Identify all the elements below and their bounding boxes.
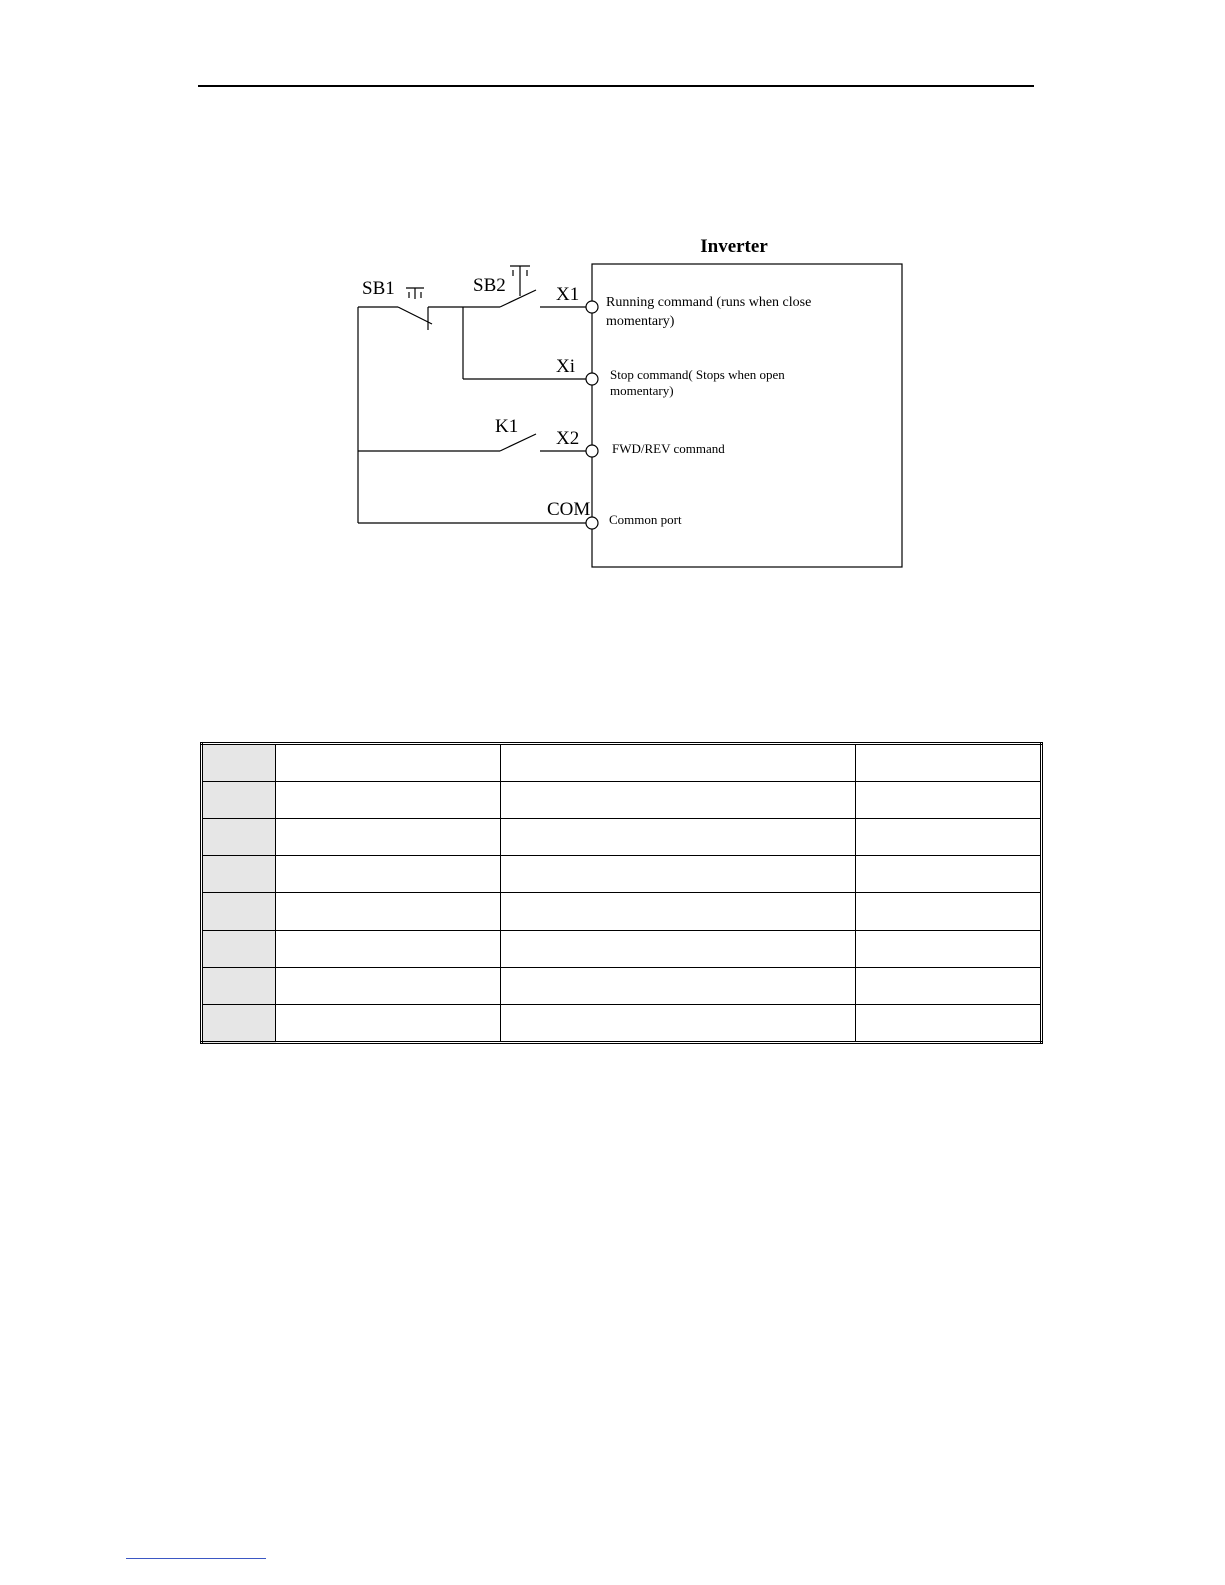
table-cell bbox=[276, 967, 501, 1004]
sb1-contact bbox=[398, 307, 432, 324]
table-cell bbox=[501, 930, 856, 967]
terminal-x2-circle bbox=[586, 445, 598, 457]
table-cell bbox=[501, 893, 856, 930]
com-description: Common port bbox=[609, 512, 682, 527]
table-cell bbox=[856, 819, 1042, 856]
table-row bbox=[202, 782, 1042, 819]
table-row bbox=[202, 893, 1042, 930]
table-cell bbox=[202, 744, 276, 782]
parameter-table bbox=[200, 742, 1043, 1044]
table-cell bbox=[856, 856, 1042, 893]
table-cell bbox=[276, 1004, 501, 1042]
terminal-x1-label: X1 bbox=[556, 284, 580, 305]
table-cell bbox=[276, 744, 501, 782]
wiring-diagram bbox=[0, 0, 1225, 620]
table-cell bbox=[202, 967, 276, 1004]
xi-description-line2: momentary) bbox=[610, 383, 674, 398]
xi-description-line1: Stop command( Stops when open bbox=[610, 367, 785, 382]
table-cell bbox=[501, 967, 856, 1004]
terminal-x1-circle bbox=[586, 301, 598, 313]
table-row bbox=[202, 856, 1042, 893]
table-cell bbox=[856, 744, 1042, 782]
table-row bbox=[202, 967, 1042, 1004]
table-cell bbox=[202, 930, 276, 967]
table-cell bbox=[202, 893, 276, 930]
table-cell bbox=[202, 819, 276, 856]
terminal-xi-label: Xi bbox=[556, 356, 575, 377]
table-cell bbox=[276, 782, 501, 819]
x1-description-line2: momentary) bbox=[606, 314, 675, 329]
x1-description-line1: Running command (runs when close bbox=[606, 295, 812, 310]
sb1-label: SB1 bbox=[362, 278, 395, 299]
inverter-title: Inverter bbox=[700, 236, 768, 257]
table-cell bbox=[276, 856, 501, 893]
table-cell bbox=[276, 930, 501, 967]
table-cell bbox=[501, 744, 856, 782]
table-cell bbox=[501, 1004, 856, 1042]
table-row bbox=[202, 1004, 1042, 1042]
table-cell bbox=[856, 782, 1042, 819]
table-cell bbox=[202, 856, 276, 893]
table-row bbox=[202, 744, 1042, 782]
table-cell bbox=[501, 819, 856, 856]
table-cell bbox=[276, 893, 501, 930]
terminal-xi-circle bbox=[586, 373, 598, 385]
table-cell bbox=[276, 819, 501, 856]
table-cell bbox=[856, 1004, 1042, 1042]
table-cell bbox=[202, 782, 276, 819]
table-cell bbox=[856, 967, 1042, 1004]
table-row bbox=[202, 819, 1042, 856]
footer-link-underline bbox=[126, 1558, 266, 1559]
terminal-com-label: COM bbox=[547, 499, 591, 520]
table-row bbox=[202, 930, 1042, 967]
x2-description: FWD/REV command bbox=[612, 441, 725, 456]
table-cell bbox=[856, 893, 1042, 930]
k1-label: K1 bbox=[495, 416, 519, 437]
sb2-label: SB2 bbox=[473, 275, 506, 296]
table-cell bbox=[856, 930, 1042, 967]
table-cell bbox=[501, 782, 856, 819]
table-cell bbox=[501, 856, 856, 893]
terminal-x2-label: X2 bbox=[556, 428, 580, 449]
table-cell bbox=[202, 1004, 276, 1042]
